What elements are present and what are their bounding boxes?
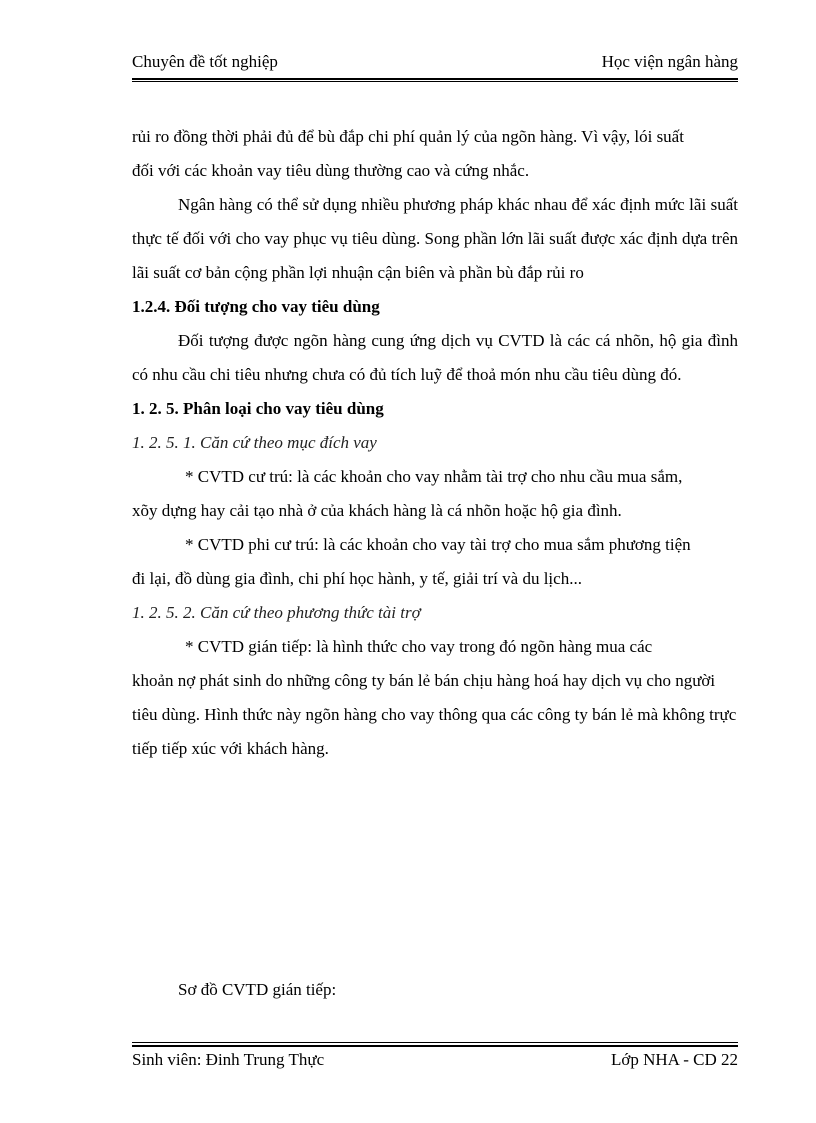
heading-1-2-5-2: 1. 2. 5. 2. Căn cứ theo phương thức tài trợ [132,603,421,622]
bullet-2-first-line: * CVTD phi cư trú: là các khoản cho vay tài trợ cho mua sắm phương tiện [185,535,691,554]
header-doc-type: Chuyên đề tốt nghiệp [132,52,278,71]
bullet-3-rest: khoản nợ phát sinh do những công ty bán lẻ bán chịu hàng hoá hay dịch vụ cho người tiêu dùng. Hình thức này ngõn hàng cho vay thông qua các công ty bán lẻ mà không trực tiếp tiếp xúc với khách hàng. [132,671,737,758]
paragraph-1-line-2: đối với các khoản vay tiêu dùng thường cao và cứng nhắc. [132,161,530,180]
heading-1-2-5: 1. 2. 5. Phân loại cho vay tiêu dùng [132,399,384,418]
header-rule-thin [132,81,738,82]
header-institution: Học viện ngân hàng [601,52,738,71]
paragraph-2: Ngân hàng có thể sử dụng nhiều phương pháp khác nhau để xác định mức lãi suất thực tế đối với cho vay phục vụ tiêu dùng. Song phần lớn lãi suất được xác định dựa trên lãi suất cơ bản cộng phần lợi nhuận cận biên và phần bù đắp rủi ro [132,195,738,282]
footer-class: Lớp NHA - CD 22 [610,1050,738,1069]
bullet-1-rest: xõy dựng hay cải tạo nhà ở của khách hàng là cá nhõn hoặc hộ gia đình. [132,501,622,520]
heading-1-2-5-1: 1. 2. 5. 1. Căn cứ theo mục đích vay [132,433,377,452]
page-footer [132,1050,738,1074]
page-body [132,120,738,766]
footer-student: Sinh viên: Đinh Trung Thực [132,1050,325,1069]
header-rule [132,78,738,80]
bullet-3-first-line: * CVTD gián tiếp: là hình thức cho vay trong đó ngõn hàng mua các [185,637,653,656]
page-header [132,52,738,76]
paragraph-3: Đối tượng được ngõn hàng cung ứng dịch vụ CVTD là các cá nhõn, hộ gia đình có nhu cầu chi tiêu nhưng chưa có đủ tích luỹ để thoả món nhu cầu tiêu dùng đó. [132,331,738,384]
bullet-1-first-line: * CVTD cư trú: là các khoản cho vay nhằm tài trợ cho nhu cầu mua sắm, [185,467,683,486]
footer-rule-thin [132,1042,738,1043]
heading-1-2-4: 1.2.4. Đối tượng cho vay tiêu dùng [132,297,380,316]
diagram-caption: Sơ đồ CVTD gián tiếp: [178,980,337,999]
footer-rule [132,1045,738,1047]
bullet-2-rest: đi lại, đồ dùng gia đình, chi phí học hành, y tế, giải trí và du lịch... [132,569,582,588]
paragraph-1-line-1: rủi ro đồng thời phải đủ để bù đắp chi phí quản lý của ngõn hàng. Vì vậy, lói suất [132,127,684,146]
